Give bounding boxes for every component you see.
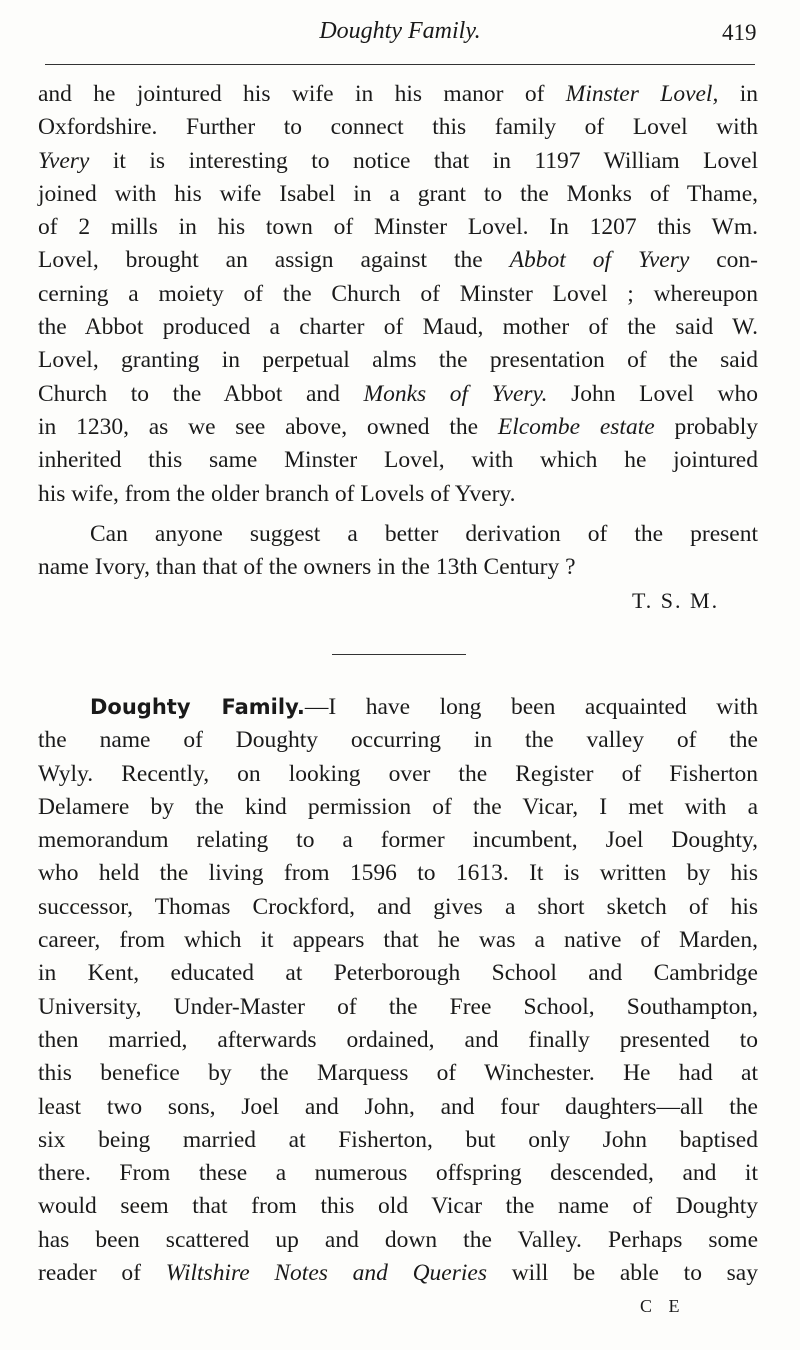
text-segment: —I have long been acquainted with [304,694,758,720]
text-segment: Can anyone suggest a better derivation of the present [90,521,758,547]
text-segment: in [718,81,758,107]
text-segment: reader of [38,1260,166,1287]
text-segment: the Abbot produced a charter of Maud, mother of the said W. [38,314,758,341]
text-segment: successor, Thomas Crockford, and gives a short sketch of his [38,893,758,920]
text-line [38,211,758,244]
text-segment: in Kent, educated at Peterborough School and Cambridge [38,960,758,987]
text-segment: memorandum relating to a former incumbent, Joel Doughty, [38,827,758,854]
text-segment: Delamere by the kind permission of the Vicar, I met with a [38,793,758,820]
text-segment: there. From these a numerous offspring descended, and it [38,1160,758,1187]
text-line [38,478,758,511]
italic-text: Elcombe estate [497,413,655,440]
text-segment: will be able to say [486,1260,758,1287]
text-line [38,1124,758,1157]
text-line [38,957,758,990]
text-segment: Church to the Abbot and [38,380,364,407]
text-line [38,1057,758,1090]
text-line [38,824,758,857]
italic-text: Yvery [38,147,90,174]
paragraph-doughty-family [38,691,758,1290]
text-segment: the name of Doughty occurring in the valley of the [38,727,758,754]
text-line [38,758,758,791]
text-line [38,78,758,111]
catchword: C E [640,1296,686,1316]
header-rule [45,64,755,65]
text-segment: who held the living from 1596 to 1613. It is written by his [38,860,758,887]
section-separator [332,654,466,655]
text-line [38,344,758,377]
text-segment: would seem that from this old Vicar the name of Doughty [38,1193,758,1220]
paragraph-lovel [38,78,758,511]
italic-text: Minster Lovel, [565,81,719,107]
text-line [38,278,758,311]
text-line [38,1190,758,1223]
text-segment: cerning a moiety of the Church of Minster Lovel ; whereupon [38,280,758,307]
text-line [38,991,758,1024]
text-line [38,378,758,411]
text-line [38,111,758,144]
text-segment: of 2 mills in his town of Minster Lovel. In 1207 this Wm. [38,214,758,241]
text-segment: then married, afterwards ordained, and finally presented to [38,1026,758,1053]
text-segment: name Ivory, than that of the owners in the 13th Century ? [38,554,576,581]
text-segment: this benefice by the Marquess of Winchester. He had at [38,1060,758,1087]
text-line [38,444,758,477]
text-line [38,1157,758,1190]
bold-heading: Doughty Family. [90,695,305,719]
text-line [38,791,758,824]
text-segment: inherited this same Minster Lovel, with which he jointured [38,447,758,474]
paragraph-ivory-question [38,518,758,585]
text-line [38,857,758,890]
text-segment: joined with his wife Isabel in a grant to the Monks of Thame, [38,180,758,207]
text-line [38,1257,758,1290]
italic-text: Monks of Yvery. [363,380,548,407]
italic-text: Abbot of Yvery [509,247,690,274]
text-line [38,924,758,957]
text-segment: con- [689,247,759,274]
text-segment: career, from which it appears that he was a native of Marden, [38,927,758,954]
text-segment: least two sons, Joel and John, and four daughters—all the [38,1093,758,1120]
text-line [38,518,758,551]
text-segment: has been scattered up and down the Valley. Perhaps some [38,1226,758,1253]
text-line [38,691,758,724]
text-line [38,1224,758,1257]
text-segment: six being married at Fisherton, but only John baptised [38,1126,758,1153]
text-line [38,411,758,444]
italic-text: Wiltshire Notes and Queries [165,1260,487,1287]
text-line [38,244,758,277]
signature: T. S. M. [632,588,720,613]
running-header-title: Doughty Family. [319,18,481,44]
text-segment: Oxfordshire. Further to connect this family of Lovel with [38,114,758,141]
text-line [38,891,758,924]
text-line [38,178,758,211]
text-line [38,145,758,178]
text-line [38,1091,758,1124]
text-segment: it is interesting to notice that in 1197 William Lovel [89,147,758,174]
text-segment: Lovel, granting in perpetual alms the presentation of the said [38,347,758,374]
text-segment: University, Under-Master of the Free School, Southampton, [38,993,758,1020]
text-segment: Lovel, brought an assign against the [38,247,510,274]
page-number: 419 [722,20,757,45]
text-segment: and he jointured his wife in his manor of [38,81,566,107]
text-line [38,724,758,757]
text-segment: in 1230, as we see above, owned the [38,413,498,440]
text-segment: John Lovel who [547,380,758,407]
text-segment: probably [654,413,759,440]
text-line [38,551,758,584]
text-line [38,1024,758,1057]
text-line [38,311,758,344]
text-segment: Wyly. Recently, on looking over the Register of Fisherton [38,760,758,787]
text-segment: his wife, from the older branch of Lovels of Yvery. [38,480,516,507]
